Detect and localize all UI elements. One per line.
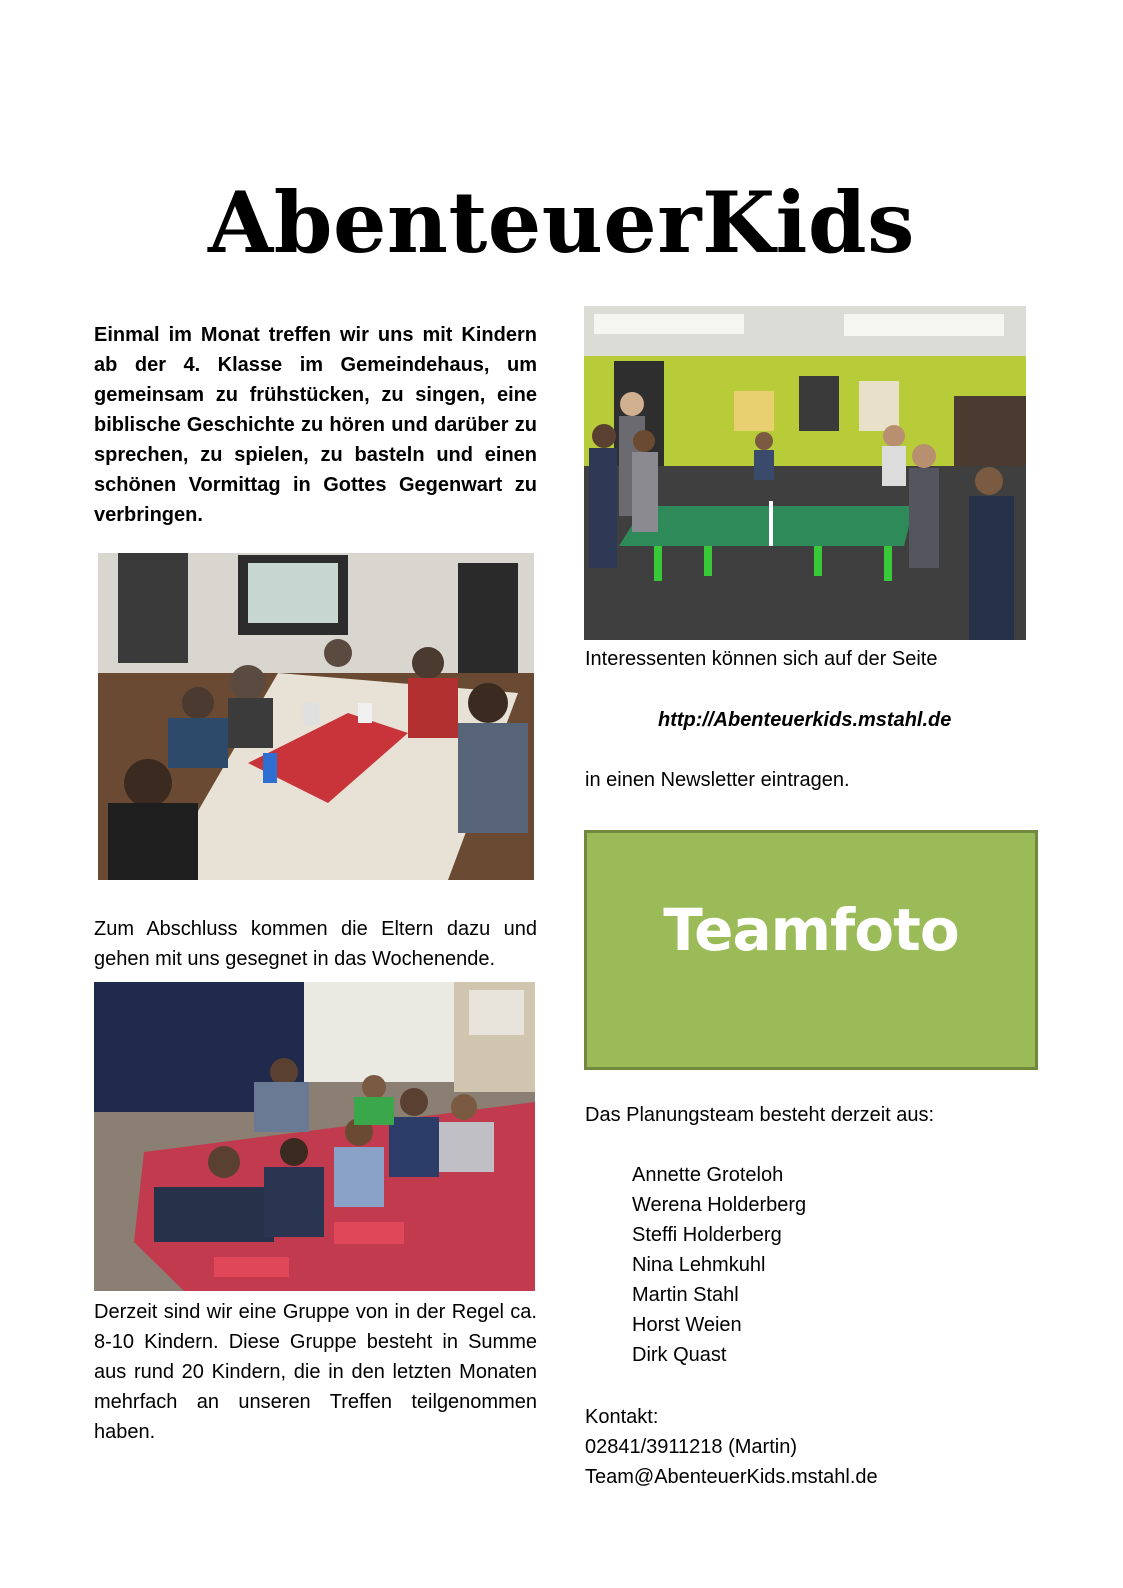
teamfoto-label: Teamfoto xyxy=(663,896,959,964)
team-heading: Das Planungsteam besteht derzeit aus: xyxy=(585,1104,935,1126)
team-member: Steffi Holderberg xyxy=(632,1224,782,1246)
table-tennis-photo xyxy=(584,306,1026,640)
team-member: Dirk Quast xyxy=(632,1344,727,1366)
team-member: Werena Holderberg xyxy=(632,1194,807,1216)
breakfast-photo xyxy=(98,553,534,880)
group-circle-photo xyxy=(94,982,535,1291)
contact-block xyxy=(585,1402,878,1492)
group-paragraph: Derzeit sind wir eine Gruppe von in der Regel ca. 8-10 Kindern. Diese Gruppe besteht in Summe aus rund 20 Kindern, die in den letzten Monaten mehrfach an unseren Treffen teilgenommen haben. xyxy=(94,1301,537,1443)
team-member: Annette Groteloh xyxy=(632,1164,784,1186)
contact-label: Kontakt: xyxy=(585,1406,659,1428)
contact-phone[interactable]: 02841/3911218 (Martin) xyxy=(585,1436,797,1458)
newsletter-text-before: Interessenten können sich auf der Seite xyxy=(585,648,938,670)
teamfoto-placeholder xyxy=(584,830,1038,1070)
contact-email[interactable]: Team@AbenteuerKids.mstahl.de xyxy=(585,1466,878,1488)
team-member: Nina Lehmkuhl xyxy=(632,1254,766,1276)
page-title: AbenteuerKids xyxy=(208,173,915,273)
team-member: Martin Stahl xyxy=(632,1284,739,1306)
team-member: Horst Weien xyxy=(632,1314,742,1336)
intro-paragraph: Einmal im Monat treffen wir uns mit Kindern ab der 4. Klasse im Gemeindehaus, um gemeinsam zu frühstücken, zu singen, eine biblische Geschichte zu hören und darüber zu sprechen, zu spielen, zu basteln und einen schönen Vormittag in Gottes Gegenwart zu verbringen. xyxy=(94,324,537,526)
team-member-list xyxy=(632,1160,806,1370)
newsletter-text-after: in einen Newsletter eintragen. xyxy=(585,769,850,791)
newsletter-link[interactable]: http://Abenteuerkids.mstahl.de xyxy=(658,709,952,731)
closing-paragraph: Zum Abschluss kommen die Eltern dazu und gehen mit uns gesegnet in das Wochenende. xyxy=(94,918,537,970)
